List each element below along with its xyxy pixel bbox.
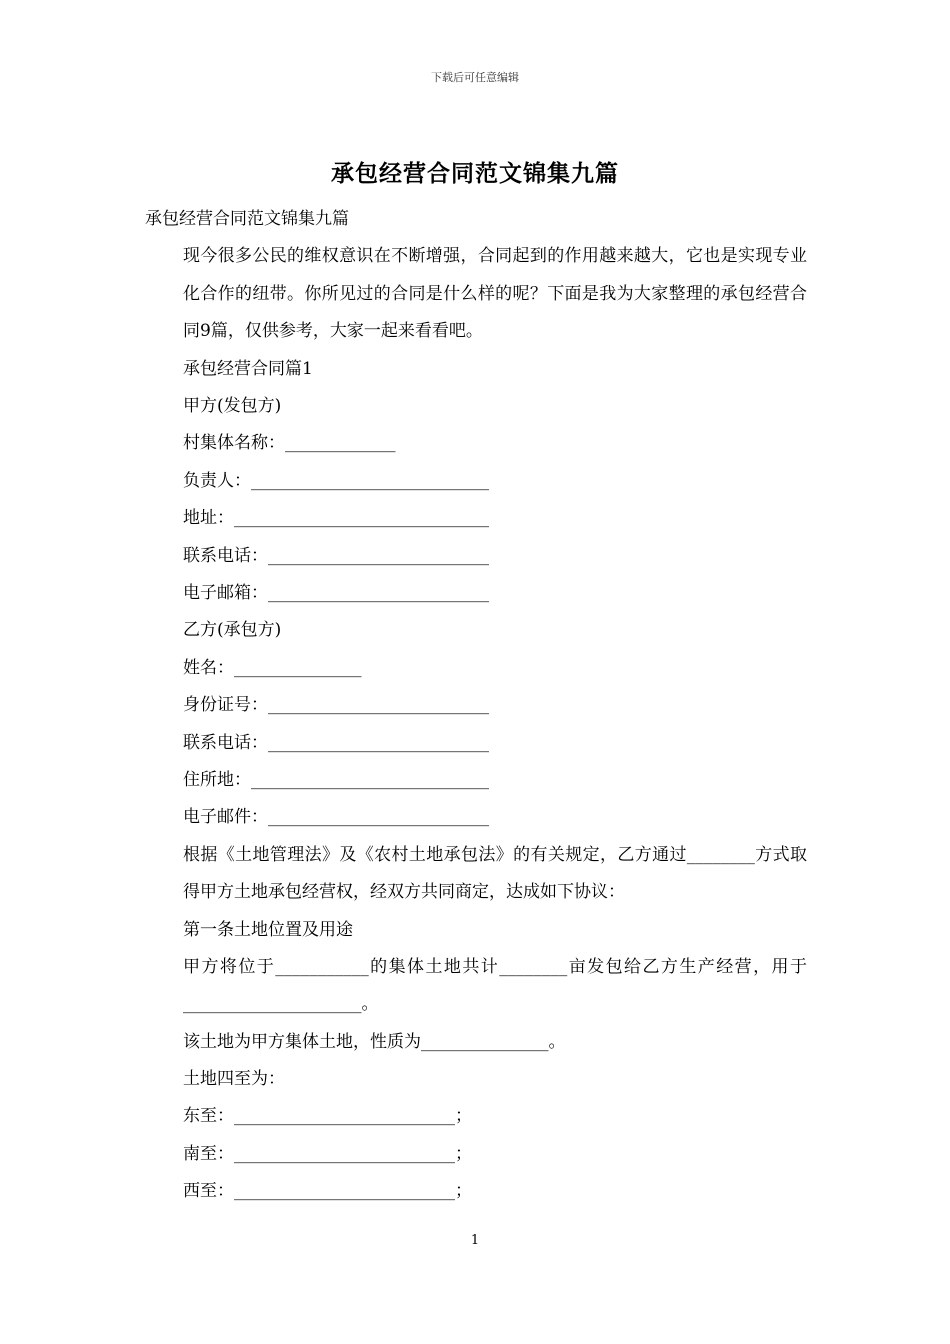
party-b-heading: 乙方(承包方) (183, 620, 282, 641)
basis-paragraph: 根据《土地管理法》及《农村土地承包法》的有关规定，乙方通过________方式取得甲方土地承包经营权，经双方共同商定，达成如下协议： (183, 844, 807, 903)
article1-location-paragraph: 甲方将位于___________的集体土地共计________亩发包给乙方生产经营，用于_____________________。 (183, 956, 807, 1015)
intro-paragraph: 现今很多公民的维权意识在不断增强，合同起到的作用越来越大，它也是实现专业化合作的纽带。你所见过的合同是什么样的呢？下面是我为大家整理的承包经营合同9篇，仅供参考，大家一起来看看吧。 (183, 246, 807, 342)
article1-nature-paragraph: 该土地为甲方集体土地，性质为_______________。 (183, 1031, 566, 1052)
section-heading: 承包经营合同篇1 (183, 358, 313, 379)
article1-heading: 第一条土地位置及用途 (183, 919, 353, 940)
party-b-email-field: 电子邮件：__________________________ (183, 807, 489, 828)
document-title: 承包经营合同范文锦集九篇 (331, 160, 619, 187)
document-body (145, 201, 807, 1211)
party-b-phone-field: 联系电话：__________________________ (183, 732, 489, 753)
subtitle: 承包经营合同范文锦集九篇 (145, 209, 349, 229)
boundary-west-field: 西至：__________________________； (183, 1181, 472, 1202)
party-a-address-field: 地址：______________________________ (183, 508, 489, 529)
party-b-name-field: 姓名：_______________ (183, 657, 362, 678)
party-b-residence-field: 住所地：____________________________ (183, 769, 489, 790)
header-note: 下载后可任意编辑 (431, 71, 519, 84)
party-a-responsible-field: 负责人：____________________________ (183, 470, 489, 491)
party-a-phone-field: 联系电话：__________________________ (183, 545, 489, 566)
boundary-east-field: 东至：__________________________； (183, 1106, 472, 1127)
page-number: 1 (470, 1233, 480, 1248)
party-a-heading: 甲方(发包方) (183, 396, 282, 416)
party-a-email-field: 电子邮箱：__________________________ (183, 582, 489, 603)
boundaries-heading: 土地四至为： (183, 1069, 285, 1090)
party-a-village-name-field: 村集体名称：_____________ (183, 433, 396, 454)
party-b-id-field: 身份证号：__________________________ (183, 695, 489, 716)
boundary-south-field: 南至：__________________________； (183, 1143, 472, 1164)
